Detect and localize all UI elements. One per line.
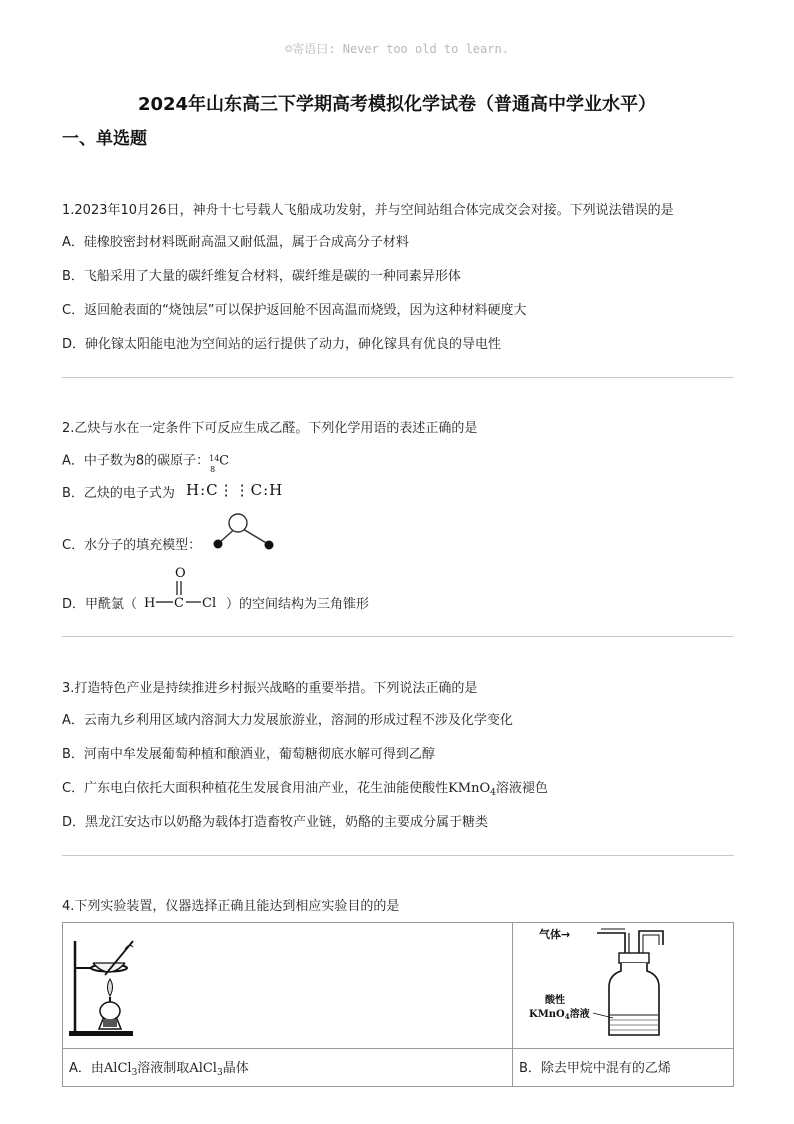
mass-number: 14 <box>209 454 220 463</box>
question-4-stem: 4.下列实验装置，仪器选择正确且能达到相应实验目的的是 <box>62 899 400 914</box>
formyl-chloride-structure <box>142 564 224 614</box>
formula-subscript: 3 <box>131 1068 138 1078</box>
question-3-option-b: B．河南中牟发展葡萄种植和酿酒业，葡萄糖彻底水解可得到乙醇 <box>62 747 435 762</box>
question-1-stem: 1.2023年10月26日，神舟十七号载人飞船成功发射，并与空间站组合体完成交会对接。下列说法错误的是 <box>62 203 674 218</box>
page-title: 2024年山东高三下学期高考模拟化学试卷（普通高中学业水平） <box>137 94 657 115</box>
question-3-option-c <box>62 780 548 802</box>
option-a-text: A．中子数为8的碳原子： <box>62 453 210 469</box>
question-1-option-d: D．砷化镓太阳能电池为空间站的运行提供了动力，砷化镓具有优良的导电性 <box>62 337 502 352</box>
option-b-text: B．乙炔的电子式为 <box>62 486 175 501</box>
caption-b: B．除去甲烷中混有的乙烯 <box>513 1049 734 1087</box>
reagent-label-kmno4 <box>529 1007 590 1021</box>
isotope-notation <box>209 452 220 474</box>
carbon-label: C <box>174 596 184 611</box>
apparatus-table <box>62 922 734 1087</box>
hydrogen-atom <box>265 541 274 550</box>
gas-inlet-label: 气体→ <box>539 928 571 941</box>
question-divider <box>62 377 734 378</box>
figure-cell-b <box>513 923 734 1049</box>
question-3-option-d: D．黑龙江安达市以奶酪为载体打造畜牧产业链，奶酪的主要成分属于糖类 <box>62 815 489 830</box>
formula-subscript: 4 <box>490 788 496 798</box>
atomic-number: 8 <box>210 465 216 474</box>
question-3-stem: 3.打造特色产业是持续推进乡村振兴战略的重要举措。下列说法正确的是 <box>62 681 478 696</box>
caption-a-prefix: A．由 <box>69 1061 104 1076</box>
oxygen-label: O <box>175 566 186 581</box>
question-2-option-c <box>62 537 201 555</box>
alcl3-formula: AlCl <box>189 1061 217 1076</box>
formula-subscript: 3 <box>216 1068 223 1078</box>
question-1-option-b: B．飞船采用了大量的碳纤维复合材料，碳纤维是碳的一种同素异形体 <box>62 269 461 284</box>
question-1-option-a: A．硅橡胶密封材料既耐高温又耐低温，属于合成高分子材料 <box>62 235 409 250</box>
element-symbol: C <box>219 453 230 469</box>
reagent-label-acidic: 酸性 <box>545 995 565 1006</box>
header-motto: ☺寄语曰: Never too old to learn. <box>285 42 509 56</box>
figure-row <box>63 923 734 1049</box>
question-divider <box>62 636 734 637</box>
figure-cell-a <box>63 923 513 1049</box>
question-divider <box>62 855 734 856</box>
option-c-text: C．广东电白依托大面积种植花生发展食用油产业，花生油能使酸性 <box>62 781 449 796</box>
caption-a-suffix: 晶体 <box>222 1061 249 1076</box>
reagent-formula: KMnO <box>529 1009 565 1020</box>
reagent-subscript: 4 <box>564 1012 570 1021</box>
gas-washing-bottle-figure <box>513 923 733 1044</box>
question-2-option-d <box>62 596 137 614</box>
reagent-solution: 溶液 <box>569 1009 590 1020</box>
alcl3-formula: AlCl <box>103 1061 132 1076</box>
question-2-stem: 2.乙炔与水在一定条件下可反应生成乙醛。下列化学用语的表述正确的是 <box>62 421 478 436</box>
option-d-prefix: D．甲酰氯（ <box>62 597 138 612</box>
caption-a <box>63 1049 513 1087</box>
chlorine-label: Cl <box>202 596 217 611</box>
question-2-option-a <box>62 452 230 474</box>
hydrogen-label: H <box>144 596 156 611</box>
kmno4-formula: KMnO <box>448 781 491 796</box>
water-model-diagram <box>206 512 278 552</box>
hydrogen-atom <box>214 540 223 549</box>
question-2-option-b <box>62 485 175 503</box>
question-3-option-a: A．云南九乡利用区域内溶洞大力发展旅游业，溶洞的形成过程不涉及化学变化 <box>62 713 513 728</box>
option-c-suffix: 溶液褪色 <box>495 781 548 796</box>
acetylene-electron-formula: H:C⋮⋮C:H <box>186 481 284 499</box>
section-heading: 一、单选题 <box>62 129 147 149</box>
option-d-suffix: ）的空间结构为三角锥形 <box>226 597 370 612</box>
question-1-option-c: C．返回舱表面的“烧蚀层”可以保护返回舱不因高温而烧毁，因为这种材料硬度大 <box>62 303 527 318</box>
oxygen-atom <box>229 514 247 532</box>
evaporation-apparatus-figure <box>63 923 173 1044</box>
option-c-text: C．水分子的填充模型： <box>62 538 202 553</box>
caption-a-middle: 溶液制取 <box>137 1061 190 1076</box>
caption-row <box>63 1049 734 1087</box>
